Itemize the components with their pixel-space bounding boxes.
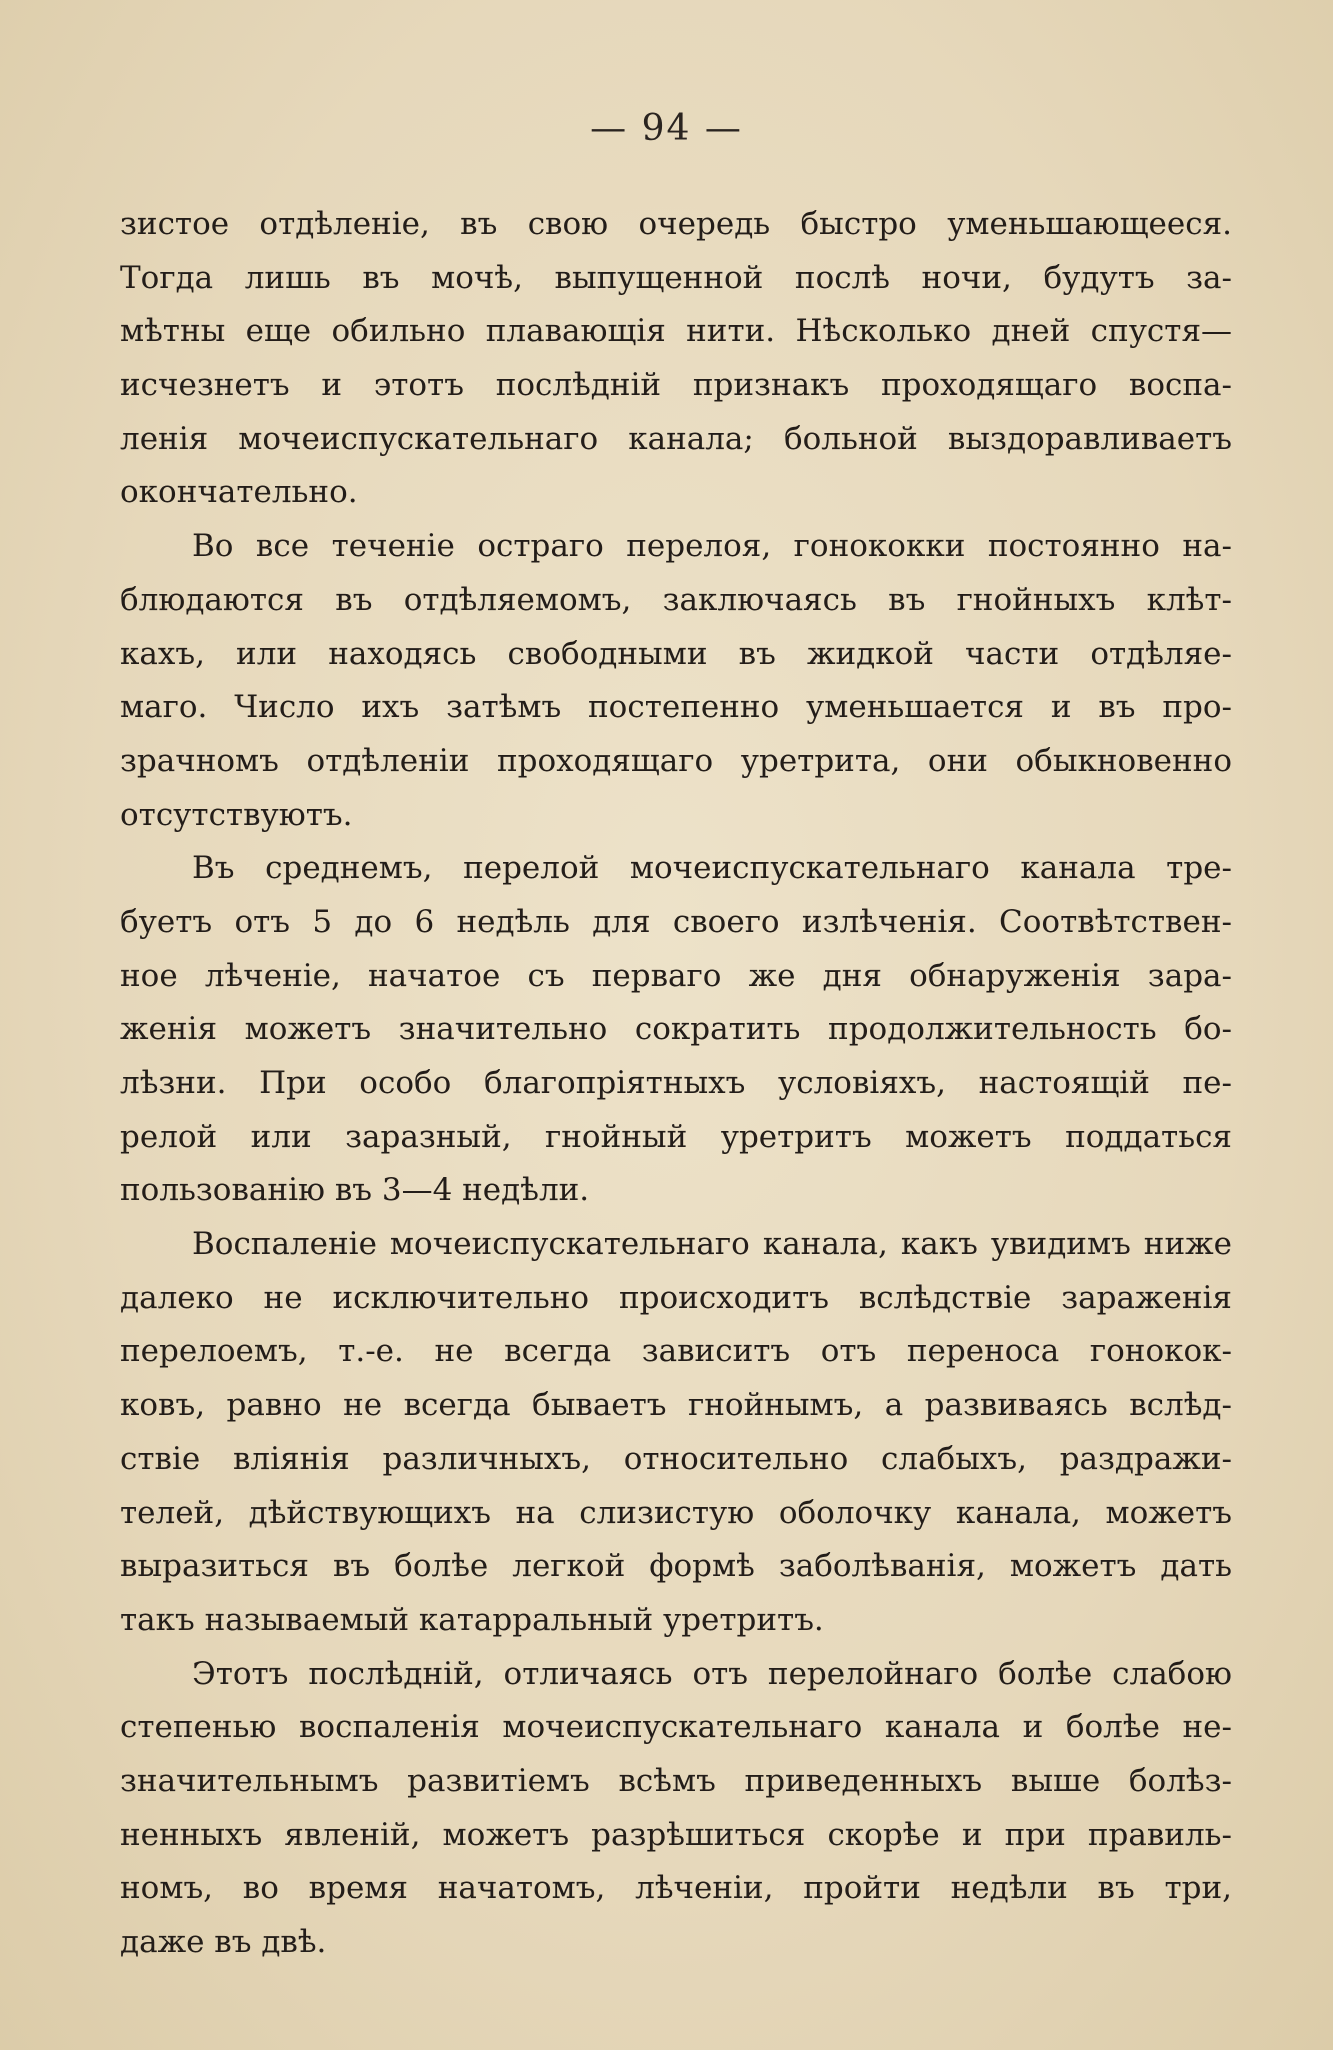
text-line: выразиться въ болѣе легкой формѣ заболѣванія, можетъ дать — [120, 1548, 1232, 1585]
text-line: лѣзни. При особо благопріятныхъ условіяхъ, настоящій пе- — [120, 1065, 1232, 1101]
text-line: мѣтны еще обильно плавающія нити. Нѣсколько дней спустя— — [120, 313, 1232, 350]
text-line: ное лѣченіе, начатое съ перваго же дня обнаруженія зара- — [120, 957, 1232, 994]
text-line: ковъ, равно не всегда бываетъ гнойнымъ, а развиваясь вслѣд- — [120, 1387, 1232, 1424]
paragraph — [120, 520, 1232, 842]
text-line: окончательно. — [120, 474, 358, 511]
text-line: зистое отдѣленіе, въ свою очередь быстро уменьшающееся. — [120, 206, 1232, 242]
text-line: отсутствуютъ. — [120, 796, 353, 833]
text-line: такъ называемый катарральный уретритъ. — [120, 1601, 824, 1638]
text-line: буетъ отъ 5 до 6 недѣль для своего излѣченія. Соотвѣтствен- — [120, 903, 1232, 940]
text-line: перелоемъ, т.-е. не всегда зависитъ отъ переноса гонокок- — [120, 1333, 1232, 1370]
text-line: Въ среднемъ, перелой мочеиспускательнаго канала тре- — [192, 850, 1232, 887]
text-line: Во все теченіе остраго перелоя, гонококки постоянно на- — [192, 528, 1232, 565]
paragraph — [120, 1218, 1232, 1648]
text-line: степенью воспаленія мочеиспускательнаго канала и болѣе не- — [120, 1709, 1232, 1746]
paragraph — [120, 198, 1232, 520]
text-line: зрачномъ отдѣленіи проходящаго уретрита, они обыкновенно — [120, 742, 1232, 779]
text-line: ленія мочеиспускательнаго канала; больной выздоравливаетъ — [120, 420, 1232, 457]
page-number: — 94 — — [590, 108, 743, 149]
text-line: ненныхъ явленій, можетъ разрѣшиться скорѣе и при правиль- — [120, 1816, 1232, 1853]
text-line: пользованію въ 3—4 недѣли. — [120, 1172, 590, 1209]
text-line: значительнымъ развитіемъ всѣмъ приведенныхъ выше болѣз- — [120, 1762, 1232, 1799]
text-line: Этотъ послѣдній, отличаясь отъ перелойнаго болѣе слабою — [192, 1655, 1232, 1692]
text-line: релой или заразный, гнойный уретритъ можетъ поддаться — [120, 1118, 1232, 1155]
text-line: Воспаленіе мочеиспускательнаго канала, какъ увидимъ ниже — [192, 1226, 1232, 1263]
text-line: телей, дѣйствующихъ на слизистую оболочку канала, можетъ — [120, 1494, 1232, 1531]
text-line: кахъ, или находясь свободными въ жидкой части отдѣляе- — [120, 635, 1232, 672]
text-line: Тогда лишь въ мочѣ, выпущенной послѣ ночи, будутъ за- — [120, 259, 1232, 296]
text-line: блюдаются въ отдѣляемомъ, заключаясь въ гнойныхъ клѣт- — [120, 581, 1232, 618]
paragraph — [120, 842, 1232, 1218]
text-line: номъ, во время начатомъ, лѣченіи, пройти недѣли въ три, — [120, 1870, 1232, 1907]
text-line: даже въ двѣ. — [120, 1924, 327, 1960]
text-line: ствіе вліянія различныхъ, относительно слабыхъ, раздражи- — [120, 1440, 1232, 1477]
text-line: маго. Число ихъ затѣмъ постепенно уменьшается и въ про- — [120, 689, 1232, 726]
text-line: далеко не исключительно происходитъ вслѣдствіе зараженія — [120, 1279, 1232, 1316]
text-line: исчезнетъ и этотъ послѣдній признакъ проходящаго воспа- — [120, 367, 1232, 404]
body-text — [120, 198, 1232, 1970]
paragraph — [120, 1648, 1232, 1970]
text-line: женія можетъ значительно сократить продолжительность бо- — [120, 1011, 1232, 1048]
